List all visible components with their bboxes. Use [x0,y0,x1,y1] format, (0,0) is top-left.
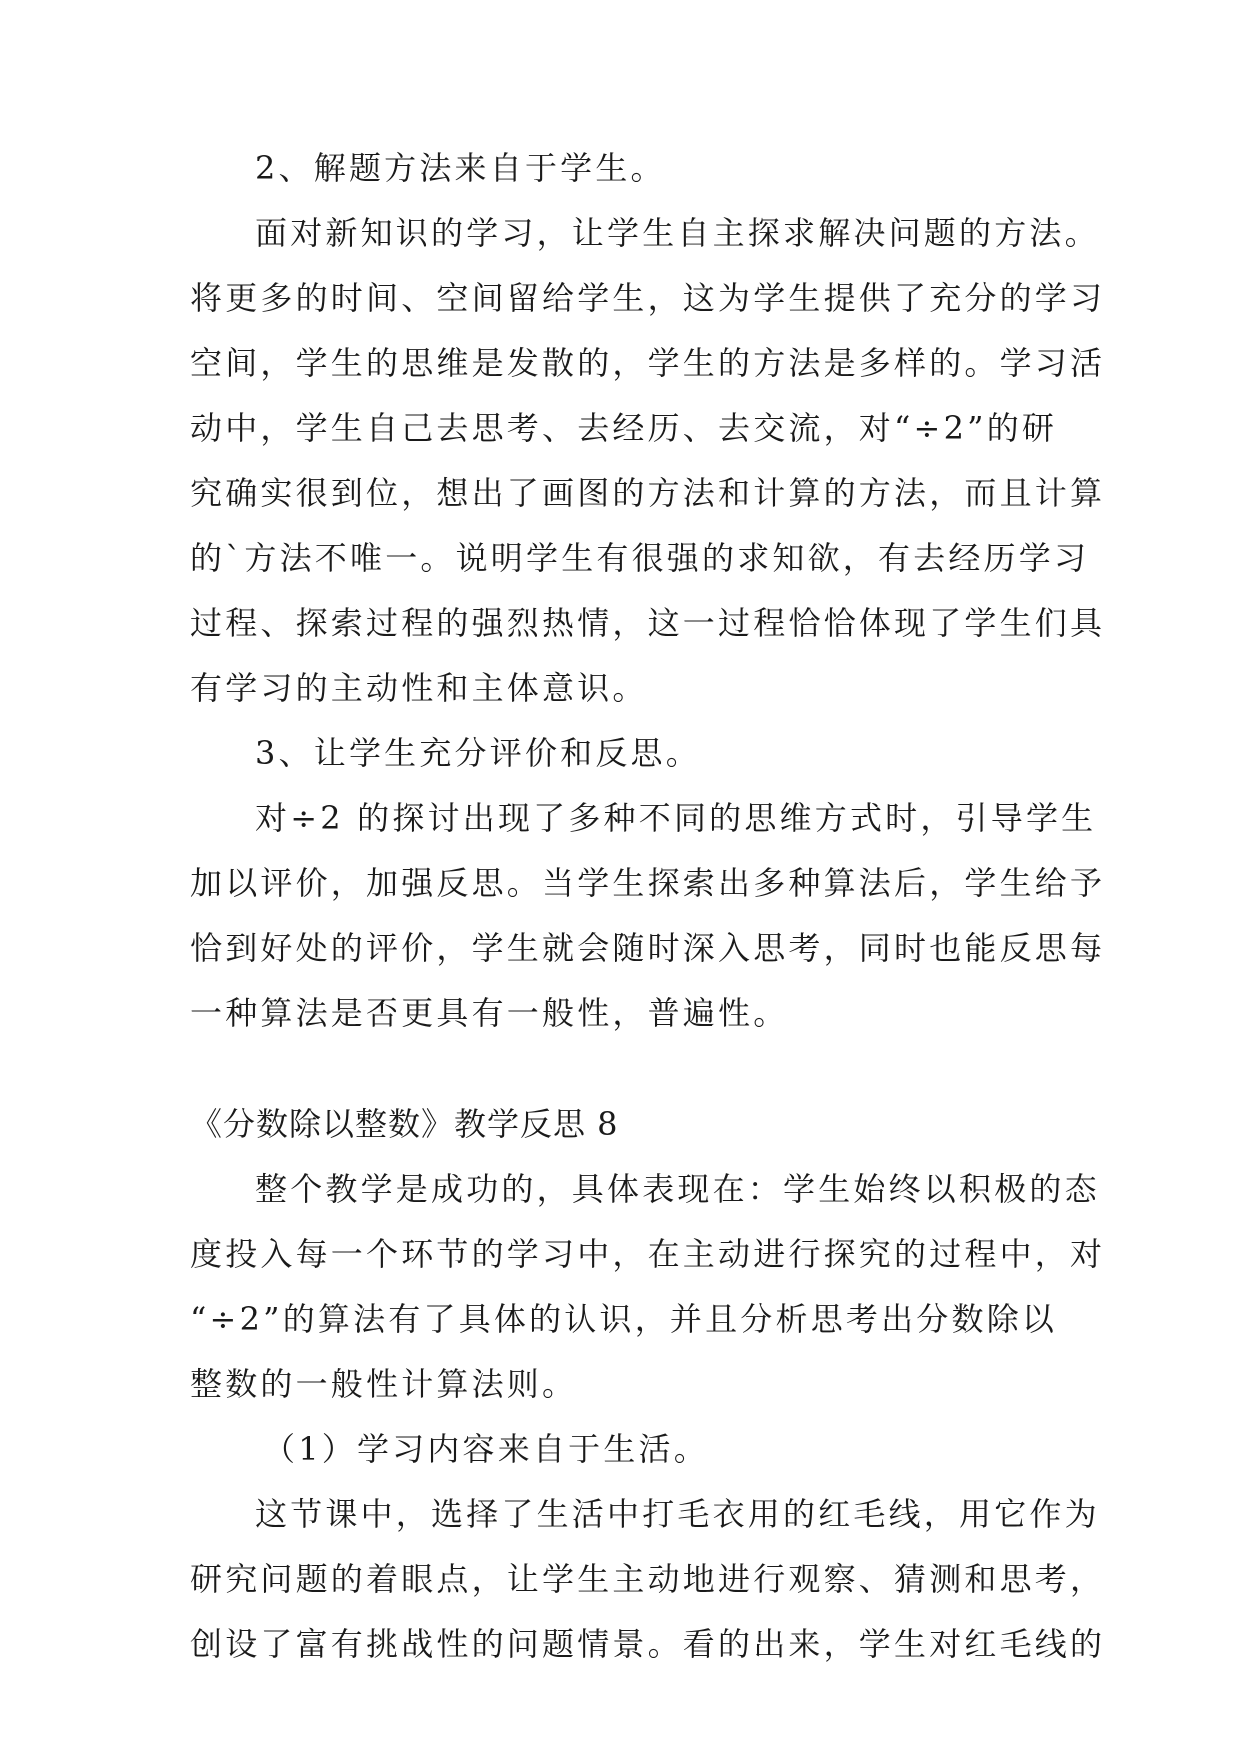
item-3-heading: 3、让学生充分评价和反思。 [255,734,701,772]
paragraph-line: 将更多的时间、空间留给学生，这为学生提供了充分的学习 [190,279,1106,317]
paragraph-line: 这节课中，选择了生活中打毛衣用的红毛线，用它作为 [255,1495,1100,1533]
paragraph-line: 整数的一般性计算法则。 [190,1365,578,1403]
paragraph-line: 面对新知识的学习，让学生自主探求解决问题的方法。 [255,214,1100,252]
paragraph-line: 创设了富有挑战性的问题情景。看的出来，学生对红毛线的 [190,1625,1106,1663]
section-title: 《分数除以整数》教学反思 8 [190,1105,619,1143]
paragraph-line: “÷2”的算法有了具体的认识，并且分析思考出分数除以 [190,1300,1058,1338]
paragraph-line: 一种算法是否更具有一般性，普遍性。 [190,994,789,1032]
paragraph-line: 过程、探索过程的强烈热情，这一过程恰恰体现了学生们具 [190,604,1106,642]
item-1-heading: （1）学习内容来自于生活。 [263,1430,709,1468]
paragraph-line: 空间，学生的思维是发散的，学生的方法是多样的。学习活 [190,344,1106,382]
paragraph-line: 恰到好处的评价，学生就会随时深入思考，同时也能反思每 [190,929,1106,967]
paragraph-line: 对÷2 的探讨出现了多种不同的思维方式时，引导学生 [255,799,1097,837]
paragraph-line: 有学习的主动性和主体意识。 [190,669,648,707]
paragraph-line: 研究问题的着眼点，让学生主动地进行观察、猜测和思考， [190,1560,1106,1598]
paragraph-line: 的`方法不唯一。说明学生有很强的求知欲，有去经历学习 [190,539,1090,577]
paragraph-line: 动中，学生自己去思考、去经历、去交流，对“÷2”的研 [190,409,1058,447]
item-2-heading: 2、解题方法来自于学生。 [255,149,666,187]
paragraph-line: 究确实很到位，想出了画图的方法和计算的方法，而且计算 [190,474,1106,512]
paragraph-line: 加以评价，加强反思。当学生探索出多种算法后，学生给予 [190,864,1106,902]
paragraph-line: 度投入每一个环节的学习中，在主动进行探究的过程中，对 [190,1235,1106,1273]
paragraph-line: 整个教学是成功的，具体表现在：学生始终以积极的态 [255,1170,1100,1208]
